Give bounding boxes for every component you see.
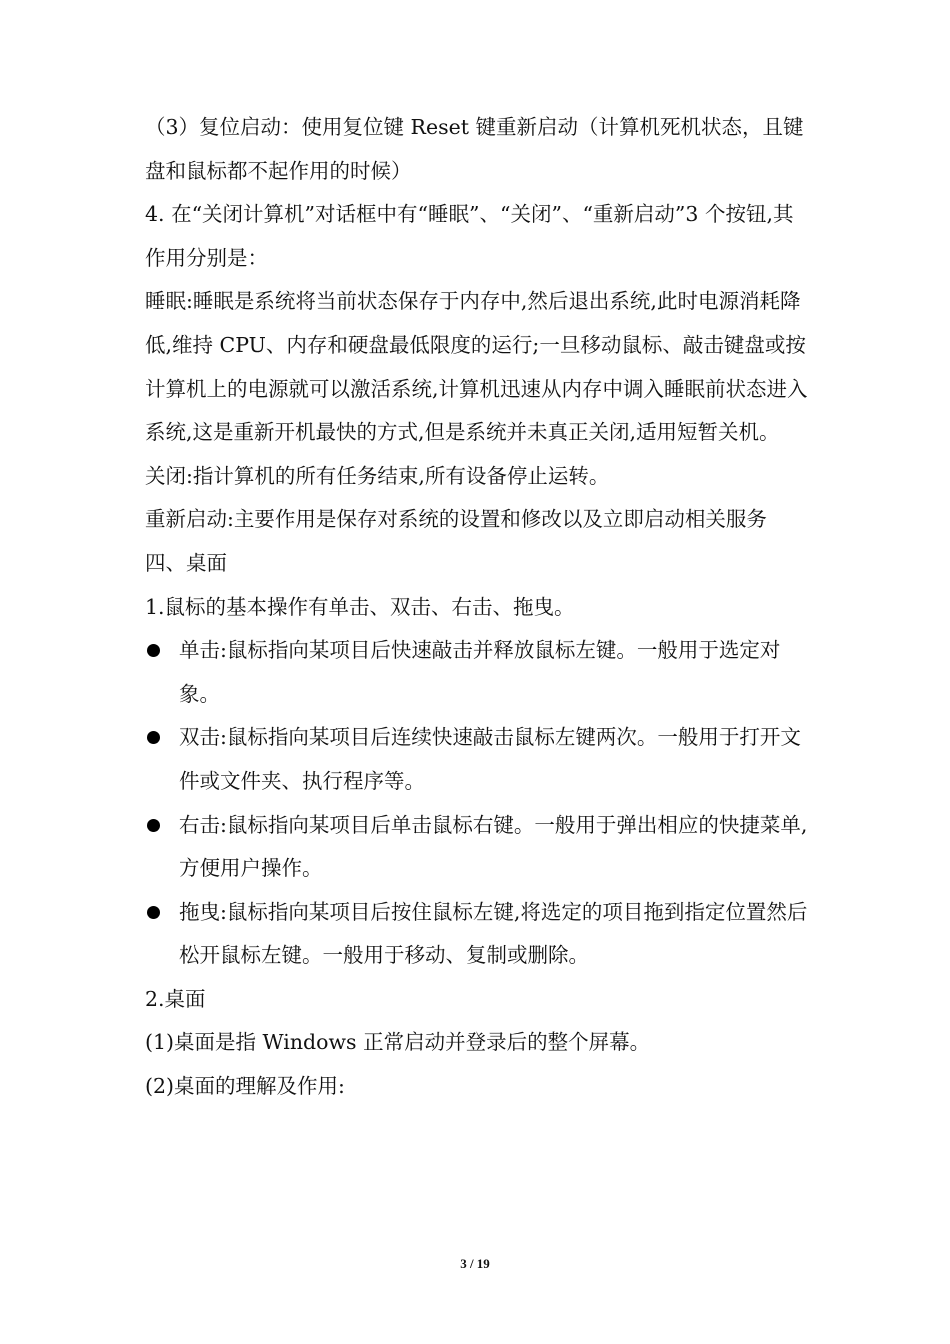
list-item-text: 双击:鼠标指向某项目后连续快速敲击鼠标左键两次。一般用于打开文件或文件夹、执行程序等。 (179, 725, 801, 793)
bullet-icon (147, 731, 160, 744)
paragraph-restart: 重新启动:主要作用是保存对系统的设置和修改以及立即启动相关服务 (145, 507, 767, 532)
list-item-text: 单击:鼠标指向某项目后快速敲击并释放鼠标左键。一般用于选定对象。 (179, 638, 781, 706)
paragraph-desktop-role: (2)桌面的理解及作用: (145, 1074, 345, 1099)
list-item (145, 804, 810, 891)
list-item (145, 891, 810, 978)
mouse-operations-list (145, 629, 810, 978)
list-item (145, 716, 810, 803)
paragraph-sleep: 睡眠:睡眠是系统将当前状态保存于内存中,然后退出系统,此时电源消耗降低,维持 CPU、内存和硬盘最低限度的运行;一旦移动鼠标、敲击键盘或按计算机上的电源就可以激活系统,计算机迅速从内存中调入睡眠前状态进入系统,这是重新开机最快的方式,但是系统并未真正关闭,适用短暂关机。 (145, 289, 808, 445)
paragraph-mouse-basics: 1.鼠标的基本操作有单击、双击、右击、拖曳。 (145, 594, 575, 619)
paragraph-shutdown: 关闭:指计算机的所有任务结束,所有设备停止运转。 (145, 463, 610, 488)
list-item (145, 629, 810, 716)
paragraph-desktop-definition: (1)桌面是指 Windows 正常启动并登录后的整个屏幕。 (145, 1030, 651, 1055)
list-item-text: 拖曳:鼠标指向某项目后按住鼠标左键,将选定的项目拖到指定位置然后松开鼠标左键。一般用于移动、复制或删除。 (179, 899, 808, 968)
paragraph-reset-restart: （3）复位启动：使用复位键 Reset 键重新启动（计算机死机状态，且键盘和鼠标都不起作用的时候） (145, 115, 804, 183)
bullet-icon (147, 906, 160, 919)
list-item-text: 右击:鼠标指向某项目后单击鼠标右键。一般用于弹出相应的快捷菜单,方便用户操作。 (179, 812, 808, 881)
bullet-icon (147, 644, 160, 657)
page-content (145, 106, 810, 1109)
bullet-icon (147, 819, 160, 832)
section-heading-desktop: 四、桌面 (145, 550, 227, 575)
paragraph-shutdown-dialog: 4. 在“关闭计算机”对话框中有“睡眠”、“关闭”、“重新启动”3 个按钮,其作用分别是： (145, 202, 794, 270)
page-number: 3 / 19 (460, 1256, 490, 1271)
section-heading-desktop-2: 2.桌面 (145, 986, 206, 1011)
